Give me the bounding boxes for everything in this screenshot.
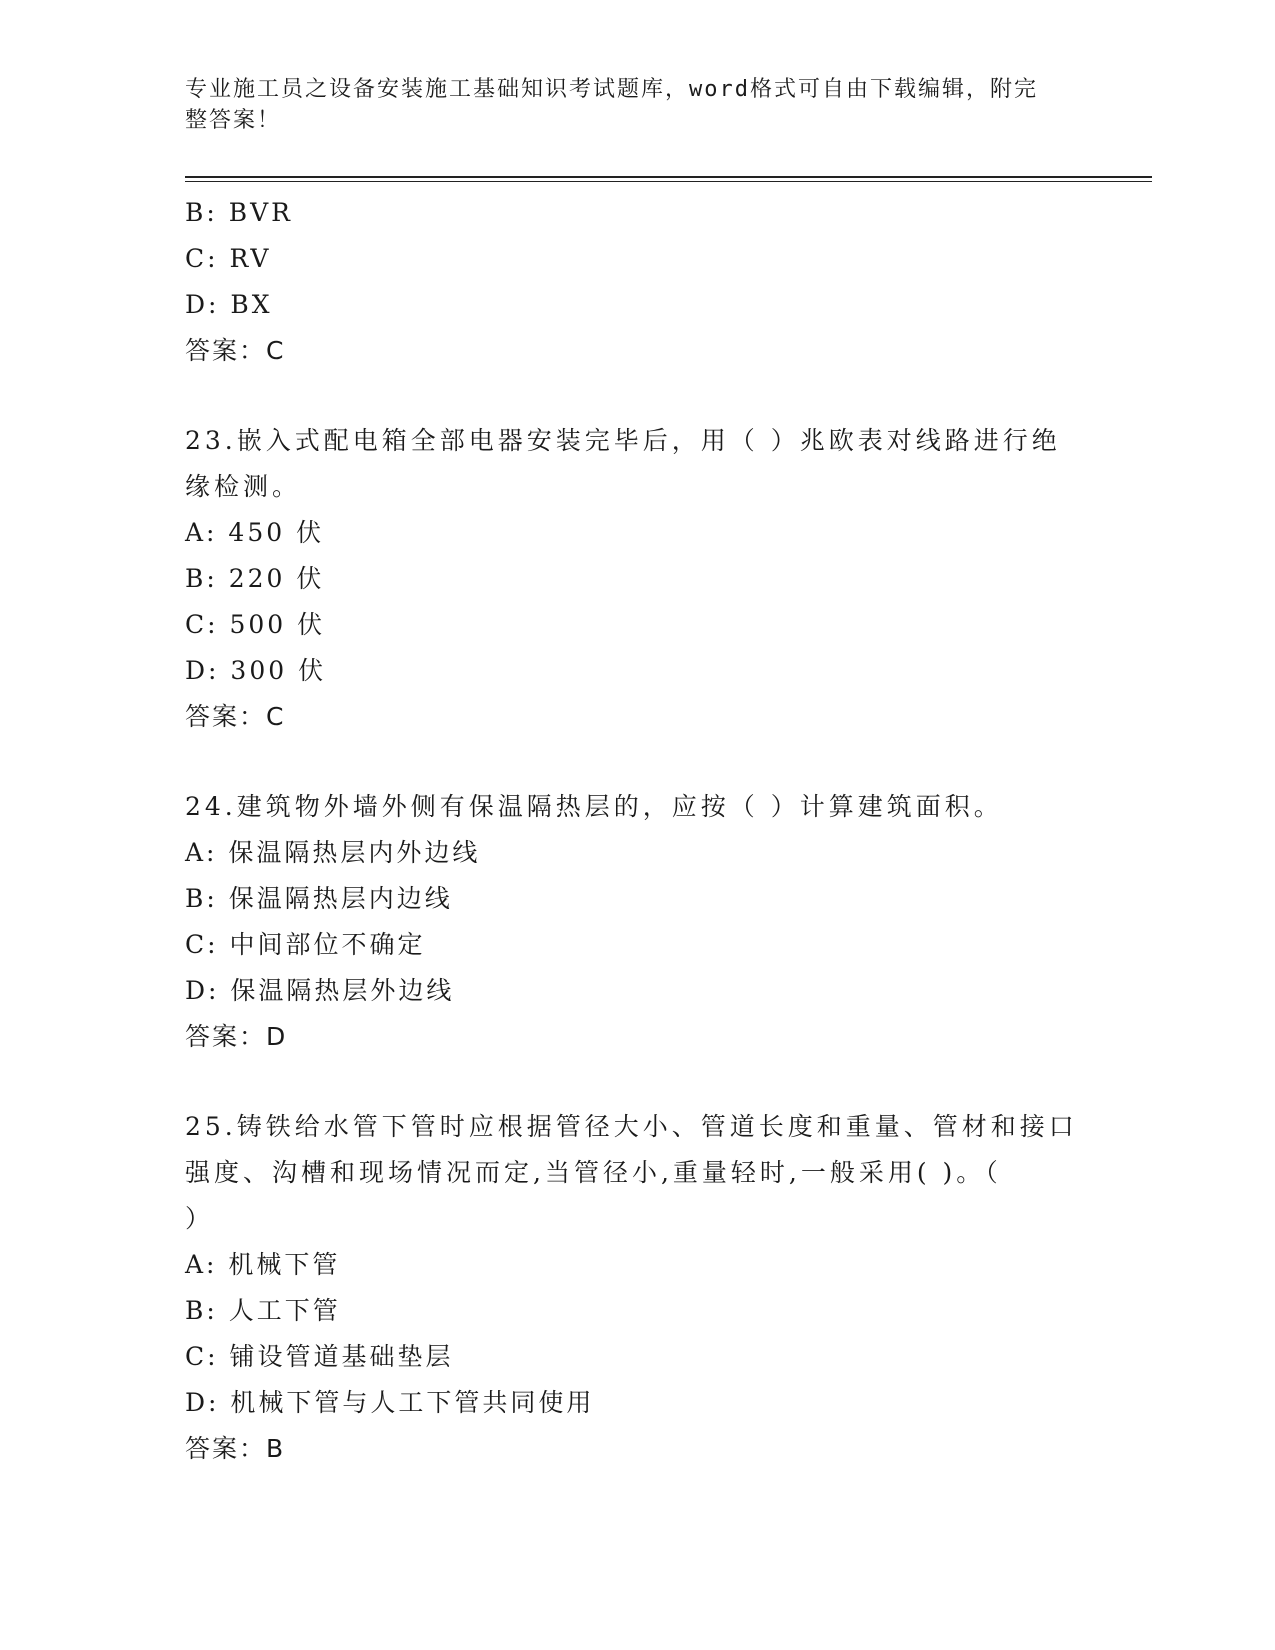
option-c: C: 500 伏	[185, 610, 326, 639]
option-b: B: BVR	[185, 198, 293, 227]
question-stem-line-2: 强度、沟槽和现场情况而定,当管径小,重量轻时,一般采用( )。（	[185, 1158, 1002, 1187]
question-stem-line-1: 25.铸铁给水管下管时应根据管径大小、管道长度和重量、管材和接口	[185, 1112, 1078, 1141]
header-line-1: 专业施工员之设备安装施工基础知识考试题库，word格式可自由下载编辑，附完	[185, 77, 1038, 102]
answer: 答案：C	[185, 702, 286, 731]
option-c: C: 中间部位不确定	[185, 930, 426, 959]
option-a: A: 保温隔热层内外边线	[185, 838, 481, 867]
question-25	[185, 1104, 1085, 1472]
option-d: D: BX	[185, 290, 273, 319]
option-a: A: 机械下管	[185, 1250, 341, 1279]
option-b: B: 保温隔热层内边线	[185, 884, 453, 913]
header-divider-thick	[185, 176, 1152, 178]
question-23	[185, 418, 1085, 740]
question-24	[185, 784, 1085, 1060]
option-c: C: RV	[185, 244, 272, 273]
option-d: D: 保温隔热层外边线	[185, 976, 455, 1005]
answer: 答案：B	[185, 1434, 286, 1463]
question-stem-line-1: 23.嵌入式配电箱全部电器安装完毕后，用（ ）兆欧表对线路进行绝	[185, 426, 1061, 455]
question-list	[185, 190, 1085, 1472]
option-b: B: 220 伏	[185, 564, 325, 593]
answer: 答案：C	[185, 336, 286, 365]
option-d: D: 机械下管与人工下管共同使用	[185, 1388, 595, 1417]
option-d: D: 300 伏	[185, 656, 327, 685]
option-c: C: 铺设管道基础垫层	[185, 1342, 454, 1371]
question-22	[185, 190, 1085, 374]
question-stem-line-1: 24.建筑物外墙外侧有保温隔热层的，应按（ ）计算建筑面积。	[185, 792, 1003, 821]
option-b: B: 人工下管	[185, 1296, 341, 1325]
question-stem-line-3: ）	[185, 1204, 215, 1233]
question-stem-line-2: 缘检测。	[185, 472, 302, 501]
header-line-2: 整答案！	[185, 108, 282, 133]
answer: 答案：D	[185, 1022, 288, 1051]
option-a: A: 450 伏	[185, 518, 325, 547]
header-divider-thin	[185, 181, 1152, 182]
document-header	[185, 74, 1065, 136]
